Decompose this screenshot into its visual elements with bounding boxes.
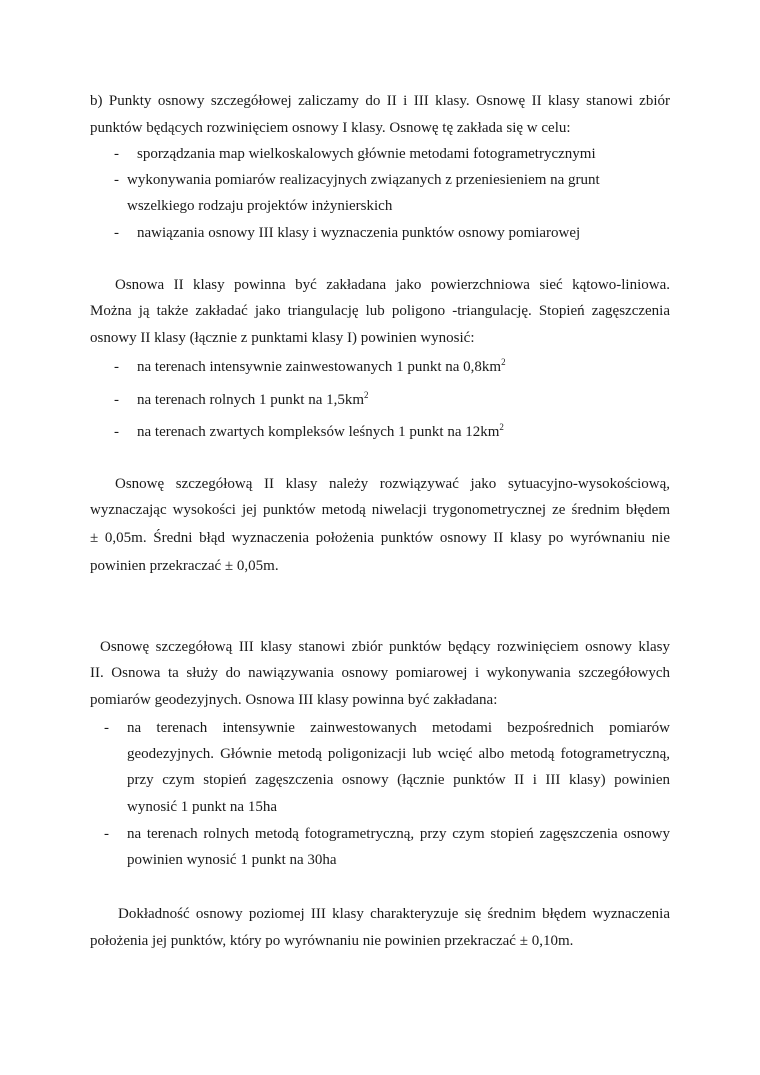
list-item: wykonywania pomiarów realizacyjnych związanych z przeniesieniem na grunt	[127, 172, 600, 188]
para2-line-1: Osnowa II klasy powinna być zakładana jako powierzchniowa sieć kątowo-liniowa.	[115, 277, 670, 293]
para2-line-3: osnowy II klasy (łącznie z punktami klasy I) powinien wynosić:	[90, 330, 475, 346]
para3-line-3: ± 0,05m. Średni błąd wyznaczenia położenia punktów osnowy II klasy po wyrównaniu nie	[90, 530, 670, 546]
list-bullet: -	[114, 392, 119, 408]
list-item: na terenach intensywnie zainwestowanych 1 punkt na $0,8km^2$	[137, 357, 506, 375]
para4-line-3: pomiarów geodezyjnych. Osnowa III klasy powinna być zakładana:	[90, 692, 498, 708]
list-bullet: -	[104, 720, 109, 736]
list-item-continuation: wynosić 1 punkt na 15ha	[127, 799, 277, 815]
list-item: na terenach intensywnie zainwestowanych metodami bezpośrednich pomiarów	[127, 720, 670, 736]
list-item: na terenach rolnych metodą fotogrametryczną, przy czym stopień zagęszczenia osnowy	[127, 826, 670, 842]
list-item-continuation: powinien wynosić 1 punkt na 30ha	[127, 852, 337, 868]
list-bullet: -	[114, 359, 119, 375]
para3-line-1: Osnowę szczegółową II klasy należy rozwiązywać jako sytuacyjno-wysokościową,	[115, 476, 670, 492]
para4-line-2: II. Osnowa ta służy do nawiązywania osnowy pomiarowej i wykonywania szczegółowych	[90, 665, 670, 681]
list-bullet: -	[114, 424, 119, 440]
para4-line-1: Osnowę szczegółową III klasy stanowi zbiór punktów będący rozwinięciem osnowy klasy	[100, 639, 670, 655]
list-bullet: -	[104, 826, 109, 842]
para5-line-2: położenia jej punktów, który po wyrównaniu nie powinien przekraczać ± 0,10m.	[90, 933, 574, 949]
list-bullet: -	[114, 172, 119, 188]
list-bullet: -	[114, 146, 119, 162]
list-item: na terenach rolnych 1 punkt na $1,5km^2$	[137, 390, 369, 408]
para3-line-2: wyznaczając wysokości jej punktów metodą niwelacji trygonometrycznej ze średnim błędem	[90, 502, 670, 518]
list-bullet: -	[114, 225, 119, 241]
para5-line-1: Dokładność osnowy poziomej III klasy charakteryzuje się średnim błędem wyznaczenia	[118, 906, 670, 922]
list-item: na terenach zwartych kompleksów leśnych 1 punkt na $12km^2$	[137, 422, 504, 440]
list-item: sporządzania map wielkoskalowych głównie metodami fotogrametrycznymi	[137, 146, 596, 162]
list-item-continuation: geodezyjnych. Głównie metodą poligonizacji lub wcięć albo metodą fotogrametryczną,	[127, 746, 670, 762]
section-b-line-2: punktów będących rozwinięciem osnowy I klasy. Osnowę tę zakłada się w celu:	[90, 120, 571, 136]
list-item-continuation: wszelkiego rodzaju projektów inżynierskich	[127, 198, 393, 214]
section-b-line-1: b) Punkty osnowy szczegółowej zaliczamy do II i III klasy. Osnowę II klasy stanowi zbiór	[90, 93, 670, 109]
para2-line-2: Można ją także zakładać jako triangulację lub poligono -triangulację. Stopień zagęszczenia	[90, 303, 670, 319]
list-item-continuation: przy czym stopień zagęszczenia osnowy (łącznie punktów II i III klasy) powinien	[127, 772, 670, 788]
list-item: nawiązania osnowy III klasy i wyznaczenia punktów osnowy pomiarowej	[137, 225, 581, 241]
para3-line-4: powinien przekraczać ± 0,05m.	[90, 558, 279, 574]
